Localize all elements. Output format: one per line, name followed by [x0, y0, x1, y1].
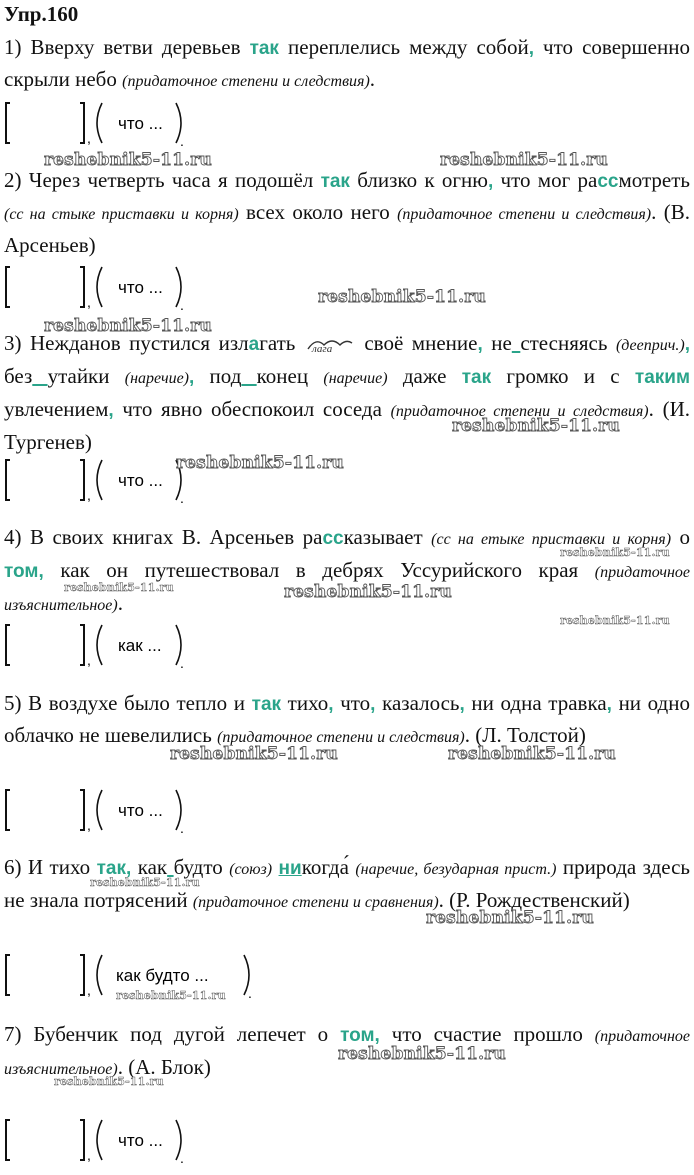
svg-text:,: , — [87, 130, 91, 146]
watermark: reshebnik5-11.ru — [426, 908, 594, 928]
scheme-3-conj: что ... — [118, 471, 163, 490]
svg-text:,: , — [87, 817, 91, 833]
scheme-1-conj: что ... — [118, 114, 163, 133]
scheme-4 — [4, 620, 264, 670]
scheme-1 — [4, 98, 264, 148]
stress-check-label: лага — [311, 343, 333, 356]
watermark: reshebnik5-11.ru — [560, 546, 670, 559]
sentence-3: 3) Нежданов пустился излагать лага своё мнение, не стесняясь (дееприч.), без утайки (наречие), под конец (наречие) даже так громко и с таким увлечением, что явно обеспокоил соседа (придаточное степени и следствия). (И. Тургенев) — [4, 331, 691, 454]
watermark: reshebnik5-11.ru — [448, 744, 616, 764]
sentence-7: 7) Бубенчик под дугой лепечет о том, что счастие прошло (придаточное изъяснительное). (А. Блок) — [4, 1022, 690, 1079]
svg-text:,: , — [87, 294, 91, 310]
watermark: reshebnik5-11.ru — [44, 150, 212, 170]
exercise-title: Упр.160 — [4, 2, 79, 26]
watermark: reshebnik5-11.ru — [90, 876, 200, 889]
watermark: reshebnik5-11.ru — [440, 150, 608, 170]
sentence-1: 1) Вверху ветви деревьев так переплелись между собой, что совершенно скрыли небо (придаточное степени и следствия). — [4, 35, 690, 91]
stress-check-icon — [304, 335, 356, 355]
svg-text:,: , — [87, 1147, 91, 1163]
scheme-4-conj: как ... — [118, 636, 162, 655]
watermark: reshebnik5-11.ru — [176, 453, 344, 473]
sentence-2: 2) Через четверть часа я подошёл так близко к огню, что мог рассмотреть (сс на стыке приставки и корня) всех около него (придаточное степени и следствия). (В. Арсеньев) — [4, 168, 691, 257]
watermark: reshebnik5-11.ru — [116, 989, 226, 1002]
watermark: reshebnik5-11.ru — [318, 287, 486, 307]
sentence-4: 4) В своих книгах В. Арсеньев рассказывает (сс на етыке приставки и корня) о том, как он путешествовал в дебрях Уссурийского края (придаточное изъяснительное). — [4, 525, 690, 615]
sentence-6: 6) И тихо так, как будто (союз) никогда́ (наречие, безударная прист.) природа здесь не знала потрясений (придаточное степени и сравнения). (Р. Рождественский) — [4, 855, 690, 912]
watermark: reshebnik5-11.ru — [452, 416, 620, 436]
scheme-2 — [4, 262, 264, 312]
svg-text:.: . — [180, 490, 184, 505]
watermark: reshebnik5-11.ru — [54, 1075, 164, 1088]
svg-text:,: , — [87, 652, 91, 668]
scheme-2-conj: что ... — [118, 278, 163, 297]
svg-text:.: . — [180, 655, 184, 670]
sentence-5: 5) В воздухе было тепло и так тихо, что, казалось, ни одна травка, ни одно облачко не шевелились (придаточное степени и следствия). (Л. Толстой) — [4, 691, 690, 747]
watermark: reshebnik5-11.ru — [560, 614, 670, 627]
scheme-6-conj: как будто ... — [116, 966, 209, 985]
svg-text:.: . — [248, 985, 252, 1000]
svg-text:.: . — [180, 297, 184, 312]
watermark: reshebnik5-11.ru — [44, 316, 212, 336]
svg-text:.: . — [180, 820, 184, 835]
svg-text:.: . — [180, 1150, 184, 1165]
scheme-7 — [4, 1115, 264, 1165]
svg-text:,: , — [87, 487, 91, 503]
watermark: reshebnik5-11.ru — [170, 744, 338, 764]
scheme-7-conj: что ... — [118, 1131, 163, 1150]
scheme-5-conj: что ... — [118, 801, 163, 820]
scheme-5 — [4, 785, 264, 835]
watermark: reshebnik5-11.ru — [64, 581, 174, 594]
watermark: reshebnik5-11.ru — [284, 582, 452, 602]
watermark: reshebnik5-11.ru — [338, 1044, 506, 1064]
svg-text:.: . — [180, 133, 184, 148]
svg-text:,: , — [87, 982, 91, 998]
